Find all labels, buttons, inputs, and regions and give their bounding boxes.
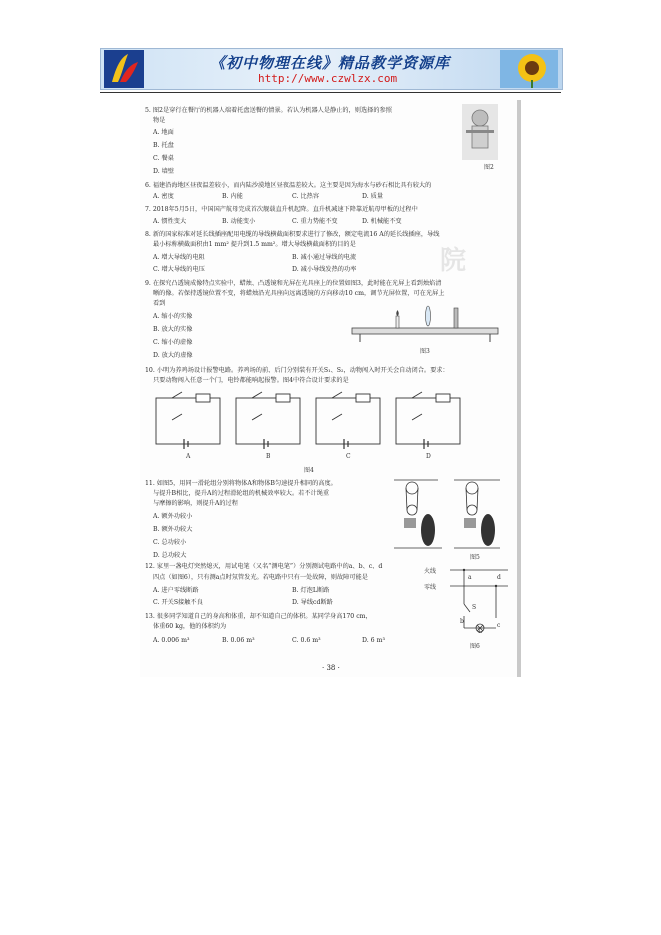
q12-option-a: A. 进户零线断路 [153,587,199,594]
q8-option-a: A. 增大导线的电阻 [153,254,205,261]
point-d-label: d [497,574,501,581]
q10-figure-caption: 图4 [304,467,314,474]
q11-line-1: 11. 如图5，用同一滑轮组分别将物体A和物体B匀速提升相同的高度。 [145,480,337,487]
q10-option-d-label: D [426,453,431,460]
pulley-figure [392,476,504,552]
q9-line-1: 9. 在探究凸透镜成像特点实验中，蜡烛、凸透镜和光屏在光具座上的位置如图3，此时能在光屏上看到烛焰清 [145,280,442,287]
q8-option-c: C. 增大导线的电压 [153,266,205,273]
q9-option-b: B. 放大的实像 [153,326,193,333]
optical-bench-figure [350,302,500,344]
point-a-label: a [468,574,472,581]
q6-option-b: B. 内能 [222,193,243,200]
neutral-wire-label: 零线 [424,584,437,591]
lamp-label: L [478,628,482,635]
q7-option-d: D. 机械能不变 [362,218,402,225]
page-number: · 38 · [322,664,340,672]
q9-line-3: 看到 [153,300,166,307]
q12-figure-caption: 图6 [470,643,480,650]
q9-option-a: A. 缩小的实像 [153,313,193,320]
q11-option-d: D. 总功较大 [153,552,187,559]
q6-line-1: 6. 福建沿海地区昼夜温差较小，而内陆沙漠地区昼夜温差较大。这主要是因为海水与砂石相比具有较大的 [145,182,432,189]
q8-option-d: D. 减小导线发热的功率 [292,266,357,273]
q5-line-2: 物是 [153,117,166,124]
q11-option-c: C. 总功较小 [153,539,187,546]
q5-line-1: 5. 图2是穿行在餐厅的机器人端着托盘送餐的情景。若认为机器人是静止的，则选择的参照 [145,107,392,114]
q9-line-2: 晰的像。若保持透镜位置不变，将蜡烛沿光具座向远离透镜的方向移动10 cm，调节光屏位置，可在光屏上 [153,290,445,297]
q12-line-1: 12. 家里一盏电灯突然熄灭，用试电笔（又名“测电笔”）分别测试电路中的a、b、c、d [145,563,383,570]
page-edge [517,100,521,677]
q10-option-b-label: B [266,453,271,460]
q5-option-d: D. 墙壁 [153,168,175,175]
q12-option-d: D. 导线cd断路 [292,599,333,606]
q13-option-b: B. 0.06 m³ [222,637,255,644]
header-rule [100,92,561,93]
q5-option-b: B. 托盘 [153,142,174,149]
banner-url[interactable]: http://www.czwlzx.com [258,72,398,85]
circuit-options-figure [152,390,472,452]
q7-option-b: B. 动能变小 [222,218,256,225]
point-c-label: c [497,622,501,629]
q5-option-c: C. 餐桌 [153,155,174,162]
q7-line-1: 7. 2018年5月5日，中国国产航母完成首次舰载直升机起降。直升机减速下降靠近航母甲板的过程中 [145,206,418,213]
q8-line-1: 8. 新的国家标准对延长线插座配用电缆的导线横截面积要求进行了修改，额定电流16 A的延长线插座，导线 [145,231,440,238]
q11-line-3: 与摩擦的影响，则提升A的过程 [153,500,238,507]
q9-option-c: C. 缩小的虚像 [153,339,193,346]
banner-title: 《初中物理在线》精品教学资源库 [210,54,451,72]
q9-option-d: D. 放大的虚像 [153,352,193,359]
q7-option-c: C. 重力势能不变 [292,218,338,225]
q12-option-c: C. 开关S接触不良 [153,599,203,606]
q12-line-2: 四点（如图6），只有测a点时氖管发光。若电路中只有一处故障，则故障可能是 [153,574,368,581]
q6-option-a: A. 密度 [153,193,174,200]
q12-option-b: B. 灯泡L断路 [292,587,330,594]
q11-figure-caption: 图5 [470,554,480,561]
q13-option-c: C. 0.6 m³ [292,637,321,644]
q10-line-1: 10. 小明为养鸡场设计报警电路。养鸡场的前、后门分别装有开关S₁、S₂，动物闯入时开关会自动闭合。要求： [145,367,449,374]
sunflower-image [500,50,558,88]
q10-line-2: 只要动物闯入任意一个门，电铃都能响起报警。图4中符合设计要求的是 [153,377,349,384]
q8-line-2: 最小标称横截面积由1 mm² 提升到1.5 mm²。增大导线横截面积的目的是 [153,241,356,248]
q13-line-2: 体重60 kg，他的体积约为 [153,623,227,630]
q6-option-d: D. 质量 [362,193,384,200]
q8-option-b: B. 减小通过导线的电流 [292,254,357,261]
q13-option-d: D. 6 m³ [362,637,385,644]
q6-option-c: C. 比热容 [292,193,320,200]
q9-figure-caption: 图3 [420,348,430,355]
q7-option-a: A. 惯性变大 [153,218,187,225]
q13-line-1: 13. 很多同学知道自己的身高和体重，却不知道自己的体积。某同学身高170 cm， [145,613,372,620]
switch-label: S [472,604,477,611]
q10-option-a-label: A [186,453,191,460]
fire-wire-label: 火线 [424,568,437,575]
q5-figure-caption: 图2 [484,164,494,171]
q11-option-b: B. 额外功较大 [153,526,193,533]
robot-figure [462,104,498,160]
point-b-label: b [460,618,464,625]
q13-option-a: A. 0.006 m³ [153,637,190,644]
site-logo-icon [104,50,144,88]
q5-option-a: A. 地面 [153,129,174,136]
q11-line-2: 与提升B相比，提升A的过程滑轮组的机械效率较大。若不计绳重 [153,490,330,497]
watermark: 院 [440,246,467,276]
q11-option-a: A. 额外功较小 [153,513,193,520]
q10-option-c-label: C [346,453,351,460]
